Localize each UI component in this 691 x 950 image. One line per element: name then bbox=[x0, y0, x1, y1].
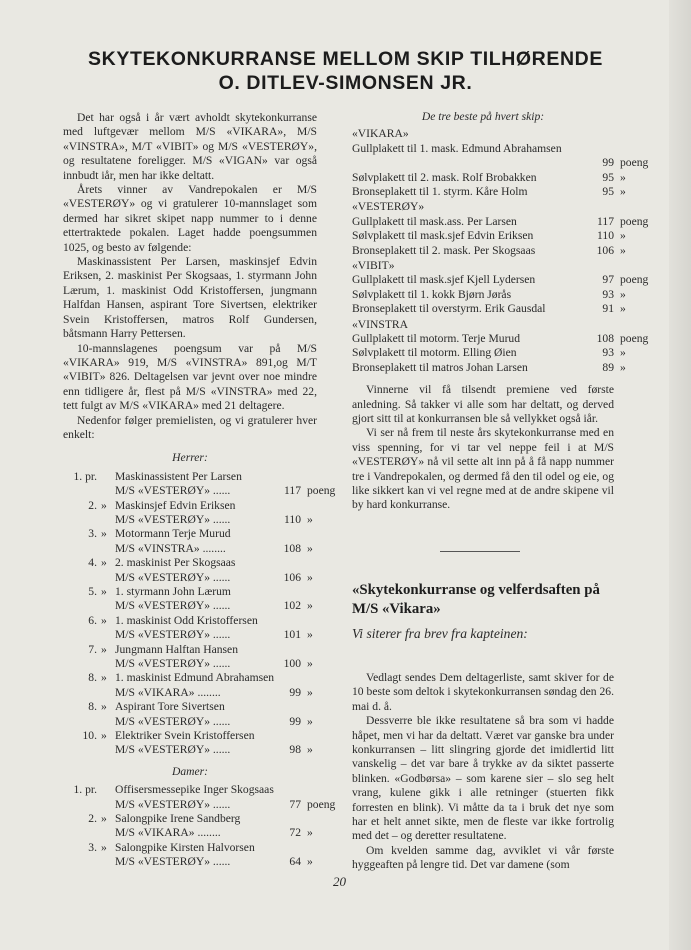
team-scores-paragraph: 10-mannslagenes poengsum var på M/S «VIKARA» 919, M/S «VINSTRA» 891,og M/T «VIBIT» 826. Deltagelsen var jevnt over noe mindre enn tidligere år, flest på M/S «VINSTRA» med 22, tett fulgt av M/S «VIKARA» med 21 deltagere. bbox=[63, 341, 317, 413]
prize-winner-name: 1. styrmann John Lærum bbox=[115, 584, 231, 598]
prize-entry bbox=[63, 614, 317, 643]
ditto-mark: » bbox=[101, 527, 107, 541]
section2-paragraph-3: Om kvelden samme dag, avviklet vi vår første hyggeaften på lengre tid. Det var damene (som bbox=[352, 843, 614, 872]
prize-points-unit: » bbox=[307, 628, 313, 642]
prize-winner-ship: M/S «VESTERØY» ...... bbox=[115, 656, 231, 670]
prize-points: 106 bbox=[283, 570, 301, 584]
prize-points-unit: poeng bbox=[307, 797, 336, 811]
prize-points-unit: » bbox=[307, 855, 313, 869]
plaque-row bbox=[352, 142, 614, 156]
prize-winner-name: Elektriker Svein Kristoffersen bbox=[115, 728, 255, 742]
prize-entry bbox=[63, 783, 336, 812]
ship-name: «VIKARA» bbox=[352, 127, 409, 141]
plaque-row bbox=[352, 273, 649, 287]
plaque-row bbox=[352, 229, 626, 243]
best-per-ship-list bbox=[352, 127, 649, 375]
prize-points: 108 bbox=[283, 541, 301, 555]
plaque-text: Gullplakett til mask.ass. Per Larsen bbox=[352, 214, 517, 228]
plaque-points: 106 bbox=[596, 243, 614, 257]
plaque-unit: » bbox=[620, 360, 626, 374]
prize-winner-name: Salongpike Irene Sandberg bbox=[115, 811, 241, 825]
prize-rank: 2. bbox=[88, 811, 97, 825]
prize-rank: 8. bbox=[88, 671, 97, 685]
prize-winner-name: 1. maskinist Edmund Abrahamsen bbox=[115, 671, 275, 685]
prize-points: 98 bbox=[289, 743, 301, 757]
plaque-points: 95 bbox=[602, 184, 614, 198]
prize-rank: 2. bbox=[88, 498, 97, 512]
plaque-row bbox=[352, 243, 626, 258]
plaque-text: Sølvplakett til 2. mask. Rolf Brobakken bbox=[352, 170, 537, 184]
plaque-unit: » bbox=[620, 302, 626, 316]
ditto-mark: » bbox=[101, 613, 107, 627]
prize-rank: 10. bbox=[82, 728, 97, 742]
plaque-row bbox=[352, 184, 626, 199]
article-title-line-1: SKYTEKONKURRANSE MELLOM SKIP TILHØRENDE bbox=[88, 48, 603, 70]
ditto-mark: » bbox=[101, 840, 107, 854]
ship-name: «VESTERØY» bbox=[352, 200, 425, 214]
prize-winner-ship: M/S «VESTERØY» ...... bbox=[115, 599, 231, 613]
plaque-row bbox=[352, 302, 626, 316]
plaque-unit: poeng bbox=[620, 156, 649, 170]
herrer-heading: Herrer: bbox=[172, 451, 208, 465]
prize-winner-name: 2. maskinist Per Skogsaas bbox=[115, 556, 236, 570]
prize-winner-name: Maskinsjef Edvin Eriksen bbox=[115, 498, 236, 512]
intro-paragraph-2: Årets vinner av Vandrepokalen er M/S «VESTERØY» og vi gratulerer 10-mannslaget som dermed har sikret skipet napp nummer to i denne ettertraktede pokalen. Laget hadde poengsummen 1025, og besto av følgende: bbox=[63, 183, 317, 254]
prize-points-unit: » bbox=[307, 656, 313, 670]
prize-entry bbox=[63, 499, 317, 528]
plaque-text: Sølvplakett til 1. kokk Bjørn Jørås bbox=[352, 287, 512, 301]
prize-points-unit: » bbox=[307, 570, 313, 584]
plaque-points: 89 bbox=[602, 360, 614, 374]
prize-points: 102 bbox=[283, 599, 301, 613]
prize-entry bbox=[63, 700, 317, 729]
plaque-row bbox=[352, 214, 649, 229]
plaque-row bbox=[352, 287, 626, 302]
plaque-row bbox=[352, 156, 649, 170]
prize-points: 99 bbox=[289, 714, 301, 728]
plaque-row bbox=[352, 346, 626, 360]
prize-points-unit: » bbox=[307, 599, 313, 613]
plaque-points: 93 bbox=[602, 346, 614, 360]
plaque-row bbox=[352, 170, 626, 185]
ditto-mark: » bbox=[101, 498, 107, 512]
plaque-text: Sølvplakett til mask.sjef Edvin Eriksen bbox=[352, 229, 534, 243]
prize-rank: 8. bbox=[88, 700, 97, 714]
ditto-mark: » bbox=[101, 556, 107, 570]
prize-winner-name: Aspirant Tore Sivertsen bbox=[115, 700, 225, 714]
plaque-text: Bronseplakett til matros Johan Larsen bbox=[352, 360, 528, 374]
plaque-text: Sølvplakett til motorm. Elling Øien bbox=[352, 346, 517, 360]
prize-winner-name: Offisersmessepike Inger Skogsaas bbox=[115, 783, 274, 797]
plaque-points: 93 bbox=[602, 287, 614, 301]
prize-winner-ship: M/S «VESTERØY» ...... bbox=[115, 714, 231, 728]
ditto-mark: » bbox=[101, 671, 107, 685]
prize-winner-name: Maskinassistent Per Larsen bbox=[115, 469, 242, 483]
prize-rank: 5. bbox=[88, 584, 97, 598]
prize-rank: 7. bbox=[88, 642, 97, 656]
plaque-row bbox=[352, 360, 626, 375]
plaque-points: 117 bbox=[597, 214, 614, 228]
plaque-points: 97 bbox=[602, 273, 614, 287]
prize-points: 72 bbox=[289, 826, 301, 840]
prize-points: 101 bbox=[283, 628, 301, 642]
prize-winner-ship: M/S «VESTERØY» ...... bbox=[115, 743, 231, 757]
plaque-unit: poeng bbox=[620, 331, 649, 345]
prize-winner-ship: M/S «VIKARA» ........ bbox=[115, 826, 221, 840]
plaque-points: 95 bbox=[602, 170, 614, 184]
plaque-unit: poeng bbox=[620, 273, 649, 287]
closing-paragraph-2: Vi ser nå frem til neste års skytekonkurranse med en viss spenning, for vi tar vel neppe feil i at M/S «VESTERØY» nå vil sette alt inn på å få napp nummer tre i Vandrepokalen, og dermed få den til odel og eie, og like sikkert kan vi vel regne med at de andre skipene vil by hard konkurranse. bbox=[352, 426, 614, 512]
article-title-line-2: O. DITLEV-SIMONSEN JR. bbox=[218, 72, 473, 94]
prize-points-unit: » bbox=[307, 714, 313, 728]
page-number: 20 bbox=[333, 874, 346, 889]
section2-paragraph-2: Dessverre ble ikke resultatene så bra som vi hadde håpet, men vi har da deltatt. Været var ganske bra under konkurransen – litt slingring gjorde det imidlertid litt vanskelig – det var bare å trykke av da siktet passerte blinken. «Godbørsa» – som karene sier – slo seg helt vrang, kulene gikk i alle retninger (stuerten fikk forresten en blink). Vi måtte da ta i bruk det nye som har et helt annet sikte, men de fleste var ikke fortrolig med det – og deretter resultatene. bbox=[352, 714, 614, 843]
prize-points: 100 bbox=[283, 656, 301, 670]
plaque-points: 110 bbox=[597, 229, 614, 243]
plaque-text: Gullplakett til 1. mask. Edmund Abrahamsen bbox=[352, 141, 562, 155]
section2-body bbox=[352, 671, 614, 873]
prize-points-unit: » bbox=[307, 826, 313, 840]
plaque-text: Gullplakett til motorm. Terje Murud bbox=[352, 331, 521, 345]
prize-winner-ship: M/S «VIKARA» ........ bbox=[115, 685, 221, 699]
herrer-prize-list bbox=[63, 469, 336, 758]
prize-entry bbox=[63, 556, 317, 585]
plaque-text: Bronseplakett til 2. mask. Per Skogsaas bbox=[352, 243, 536, 257]
section2-title: «Skytekonkurranse og velferdsaften på M/S «Vikara» bbox=[352, 582, 600, 617]
prize-entry bbox=[63, 643, 317, 672]
plaque-unit: » bbox=[620, 346, 626, 360]
ship-name: «VINSTRA bbox=[352, 317, 409, 331]
prize-entry bbox=[63, 585, 317, 614]
page-edge bbox=[669, 0, 691, 950]
prize-entry bbox=[63, 841, 317, 870]
prize-winner-ship: M/S «VESTERØY» ...... bbox=[115, 628, 231, 642]
prize-winner-name: Salongpike Kirsten Halvorsen bbox=[115, 840, 255, 854]
section-divider bbox=[440, 551, 520, 552]
prize-points: 99 bbox=[289, 685, 301, 699]
prize-points-unit: » bbox=[307, 685, 313, 699]
prize-points-unit: poeng bbox=[307, 484, 336, 498]
right-column bbox=[352, 110, 649, 513]
plaque-unit: poeng bbox=[620, 214, 649, 228]
prize-entry bbox=[63, 469, 336, 499]
ditto-mark: » bbox=[101, 811, 107, 825]
plaque-points: 91 bbox=[602, 302, 614, 316]
prize-winner-ship: M/S «VESTERØY» ...... bbox=[115, 797, 231, 811]
prize-winner-ship: M/S «VESTERØY» ...... bbox=[115, 570, 231, 584]
prize-rank: 3. bbox=[88, 527, 97, 541]
prize-entry bbox=[63, 671, 317, 700]
prize-rank: 1. pr. bbox=[73, 783, 97, 797]
ditto-mark: » bbox=[101, 700, 107, 714]
prize-winner-name: Motormann Terje Murud bbox=[115, 527, 231, 541]
ditto-mark: » bbox=[101, 728, 107, 742]
plaque-points: 108 bbox=[596, 331, 614, 345]
prize-points: 110 bbox=[284, 512, 301, 526]
damer-heading: Damer: bbox=[171, 764, 209, 778]
ditto-mark: » bbox=[101, 642, 107, 656]
closing-paragraph-1: Vinnerne vil få tilsendt premiene ved første anledning. Så takker vi alle som har deltatt, og derved gjort sitt til at konkurransen ble så vellykket også iår. bbox=[352, 383, 614, 425]
team-members-paragraph: Maskinassistent Per Larsen, maskinsjef Edvin Eriksen, 2. maskinist Per Skogsaas, 1. styrmann John Lærum, 1. maskinist Odd Kristoffersen, jungmann Halfdan Hansen, aspirant Tore Sivertsen, elektriker Svein Kristoffersen, matros Rolf Gundersen, båtsmann Harry Pettersen. bbox=[63, 255, 317, 341]
prize-points: 117 bbox=[284, 484, 301, 498]
plaque-text: Bronseplakett til overstyrm. Erik Gausdal bbox=[352, 302, 546, 316]
left-column bbox=[63, 111, 336, 870]
prize-points: 77 bbox=[289, 797, 301, 811]
plaque-unit: » bbox=[620, 243, 626, 257]
prizelist-intro: Nedenfor følger premielisten, og vi gratulerer hver enkelt: bbox=[63, 413, 317, 441]
plaque-unit: » bbox=[620, 229, 626, 243]
plaque-points: 99 bbox=[602, 156, 614, 170]
best-per-ship-heading: De tre beste på hvert skip: bbox=[421, 110, 545, 123]
prize-entry bbox=[63, 812, 317, 841]
plaque-unit: » bbox=[620, 170, 626, 184]
section2-quote-intro: Vi siterer fra brev fra kapteinen: bbox=[352, 626, 528, 641]
prize-entry bbox=[63, 729, 317, 758]
prize-winner-ship: M/S «VINSTRA» ........ bbox=[115, 541, 226, 555]
damer-prize-list bbox=[63, 783, 336, 869]
ship-name: «VIBIT» bbox=[352, 258, 395, 272]
prize-points-unit: » bbox=[307, 541, 313, 555]
prize-rank: 4. bbox=[88, 556, 97, 570]
intro-paragraph-1: Det har også i år vært avholdt skytekonkurranse med luftgevær mellom M/S «VIKARA», M/S «VINSTRA», M/T «VIBIT» og M/S «VESTERØY», og resultatene foreligger. M/S «VIGAN» var også innbudt iår, men har ikke deltatt. bbox=[63, 111, 317, 182]
section2-paragraph-1: Vedlagt sendes Dem deltagerliste, samt skiver for de 10 beste som deltok i skytekonkurransen søndag den 26. mai d. å. bbox=[352, 671, 614, 713]
prize-entry bbox=[63, 527, 317, 556]
prize-winner-name: 1. maskinist Odd Kristoffersen bbox=[115, 613, 258, 627]
prize-winner-ship: M/S «VESTERØY» ...... bbox=[115, 484, 231, 498]
plaque-unit: » bbox=[620, 184, 626, 198]
plaque-row bbox=[352, 331, 649, 346]
prize-points-unit: » bbox=[307, 743, 313, 757]
prize-winner-ship: M/S «VESTERØY» ...... bbox=[115, 855, 231, 869]
prize-rank: 6. bbox=[88, 613, 97, 627]
prize-points-unit: » bbox=[307, 512, 313, 526]
plaque-text: Gullplakett til mask.sjef Kjell Lydersen bbox=[352, 273, 536, 287]
prize-rank: 3. bbox=[88, 840, 97, 854]
prize-points: 64 bbox=[289, 855, 301, 869]
prize-winner-name: Jungmann Halftan Hansen bbox=[115, 642, 238, 656]
ditto-mark: » bbox=[101, 584, 107, 598]
plaque-text: Bronseplakett til 1. styrm. Kåre Holm bbox=[352, 184, 528, 198]
prize-winner-ship: M/S «VESTERØY» ...... bbox=[115, 512, 231, 526]
prize-rank: 1. pr. bbox=[73, 469, 97, 483]
plaque-unit: » bbox=[620, 287, 626, 301]
